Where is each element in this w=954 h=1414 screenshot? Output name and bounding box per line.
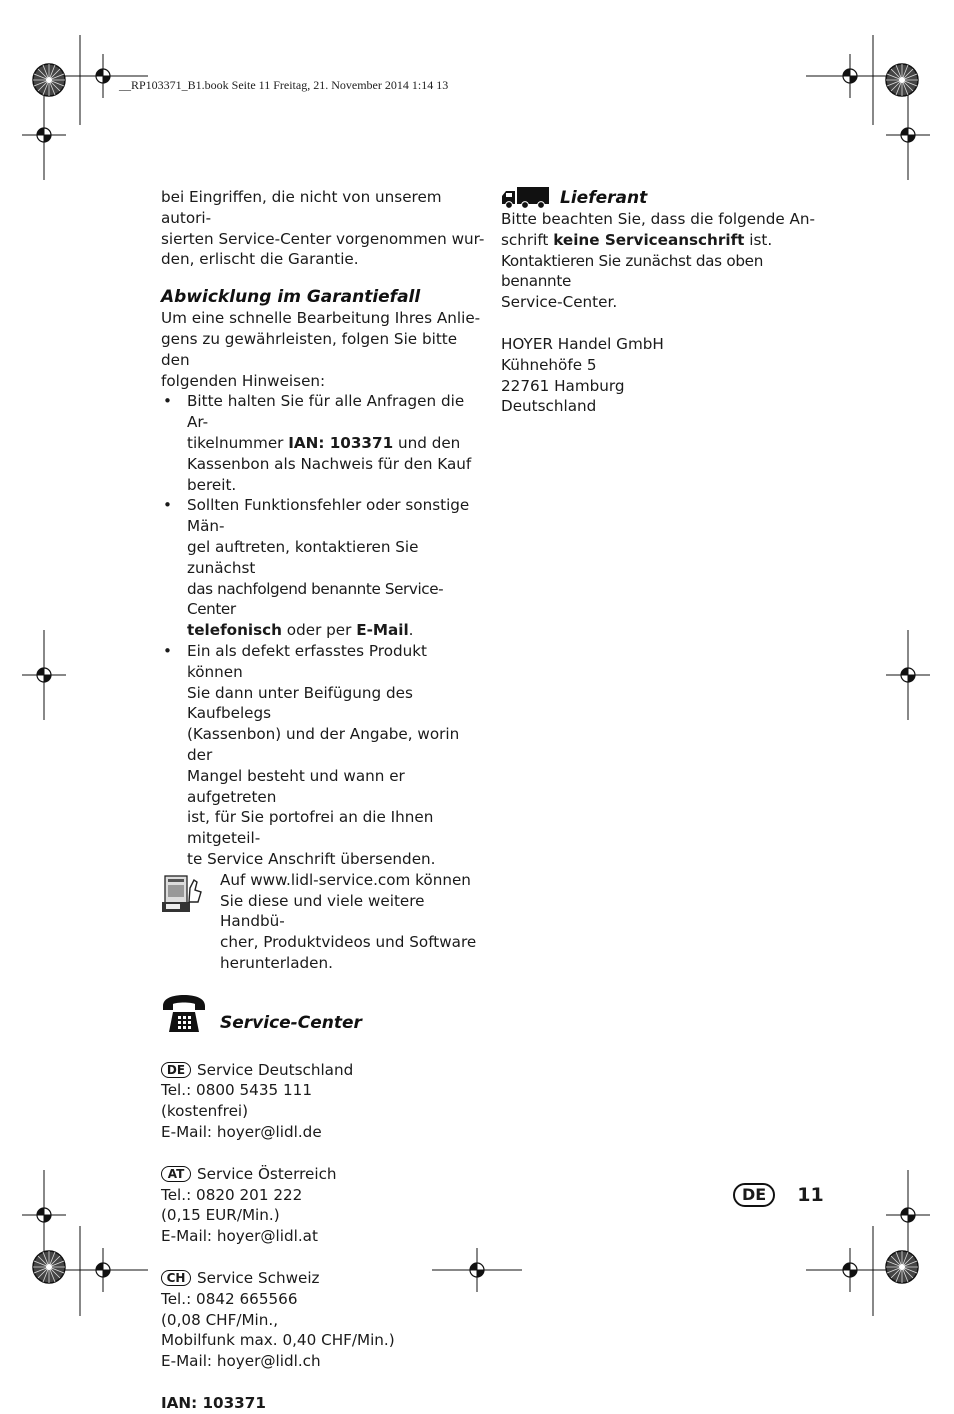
service-austria: AT Service Österreich Tel.: 0820 201 222 (0,15 EUR/Min.) E-Mail: hoyer@lidl.at: [161, 1164, 337, 1246]
email-address: E-Mail: hoyer@lidl.at: [161, 1227, 318, 1246]
crosshair-icon: [455, 1248, 499, 1292]
country-badge-ch: CH: [161, 1270, 191, 1286]
service-germany: DE Service Deutschland Tel.: 0800 5435 111 (kostenfrei) E-Mail: hoyer@lidl.de: [161, 1060, 354, 1142]
crosshair-icon: [828, 54, 872, 98]
heading-service-center: Service-Center: [220, 1012, 362, 1033]
text-line: Um eine schnelle Bearbeitung Ihres Anlie-: [161, 309, 481, 328]
country-badge-at: AT: [161, 1166, 191, 1182]
text-line: den, erlischt die Garantie.: [161, 250, 359, 269]
language-badge: DE: [733, 1183, 775, 1207]
crosshair-icon: [81, 54, 125, 98]
text-line: herunterladen.: [220, 953, 333, 972]
heading-supplier: Lieferant: [560, 188, 648, 208]
text-line: gens zu gewährleisten, folgen Sie bitte den: [161, 329, 458, 369]
text-line: bei Eingriffen, die nicht von unserem autori-: [161, 188, 442, 227]
heading-warranty-process: Abwicklung im Garantiefall: [161, 287, 421, 308]
text-line: Auf www.lidl-service.com können: [220, 870, 471, 889]
crosshair-icon: [22, 1193, 66, 1237]
registration-target-icon: [886, 64, 918, 96]
list-item: • Bitte halten Sie für alle Anfragen die Ar- tikelnummer IAN: 103371 und den Kassenbon als Nachweis für den Kauf bereit.: [161, 391, 486, 495]
crosshair-icon: [886, 113, 930, 157]
text-line: folgenden Hinweisen:: [161, 371, 326, 390]
email-address: E-Mail: hoyer@lidl.ch: [161, 1352, 321, 1371]
text-line: sierten Service-Center vorgenommen wur-: [161, 229, 485, 248]
supplier-address: HOYER Handel GmbH Kühnehöfe 5 22761 Hamburg Deutschland: [501, 334, 664, 416]
crosshair-icon: [81, 1248, 125, 1292]
phone-number: Tel.: 0842 665566: [161, 1289, 298, 1308]
crosshair-icon: [22, 653, 66, 697]
supplier-notice: Bitte beachten Sie, dass die folgende An- schrift keine Serviceanschrift ist. Kontaktieren Sie zunächst das oben benannte Service-Center.: [501, 210, 816, 312]
crosshair-icon: [828, 1248, 872, 1292]
text-line: Sie diese und viele weitere Handbü-: [220, 891, 425, 931]
crosshair-icon: [886, 653, 930, 697]
crosshair-icon: [22, 113, 66, 157]
page-number: 11: [797, 1184, 824, 1206]
crosshair-icon: [886, 1193, 930, 1237]
service-switzerland: CH Service Schweiz Tel.: 0842 665566 (0,08 CHF/Min., Mobilfunk max. 0,40 CHF/Min.) E-Mail: hoyer@lidl.ch: [161, 1269, 395, 1371]
ian-number: IAN: 103371: [288, 433, 394, 452]
country-badge-de: DE: [161, 1062, 191, 1078]
registration-target-icon: [33, 1251, 65, 1283]
phone-number: Tel.: 0820 201 222: [161, 1185, 303, 1204]
phone-number: Tel.: 0800 5435 111: [161, 1081, 312, 1100]
registration-target-icon: [886, 1251, 918, 1283]
registration-target-icon: [33, 64, 65, 96]
ian-label: IAN: 103371: [161, 1394, 266, 1413]
print-info-header: __RP103371_B1.book Seite 11 Freitag, 21. November 2014 1:14 13: [119, 78, 449, 92]
text-line: cher, Produktvideos und Software: [220, 933, 477, 952]
list-item: • Sollten Funktionsfehler oder sonstige Män- gel auftreten, kontaktieren Sie zunächst das nachfolgend benannte Service-Center telefonisch oder per E-Mail.: [161, 495, 486, 641]
list-item: • Ein als defekt erfasstes Produkt können Sie dann unter Beifügung des Kaufbelegs (Kassenbon) und der Angabe, worin der Mangel besteht und wann er aufgetreten ist, für Sie portofrei an die Ihnen mitgeteil- te Service Anschrift übersenden.: [161, 641, 486, 870]
email-address: E-Mail: hoyer@lidl.de: [161, 1123, 322, 1142]
